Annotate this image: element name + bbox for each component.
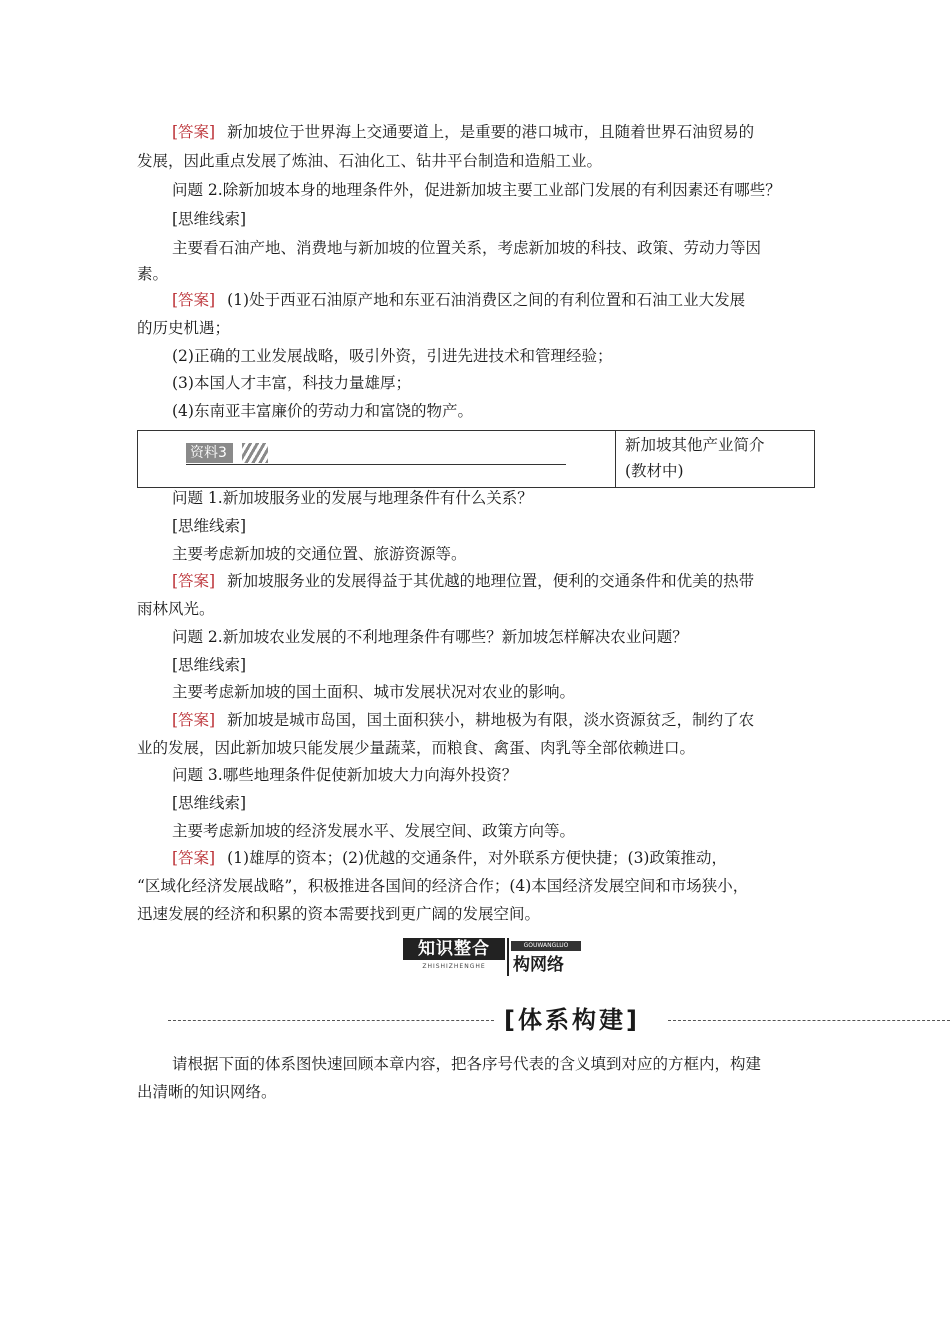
text-line: 雨林风光。 bbox=[137, 600, 215, 618]
dashed-rule-right bbox=[668, 1020, 950, 1021]
banner-subtitle: 构网络 bbox=[513, 955, 564, 975]
clue-text: 主要考虑新加坡的国土面积、城市发展状况对农业的影响。 bbox=[172, 683, 576, 701]
dashed-rule-left bbox=[168, 1020, 494, 1021]
answer-tag: [答案] bbox=[172, 291, 216, 309]
banner-small-label: GOUWANGLUO bbox=[511, 941, 581, 951]
knowledge-integration-banner bbox=[403, 938, 581, 978]
banner-title: 知识整合 bbox=[403, 938, 505, 960]
box-divider bbox=[615, 431, 616, 487]
text-line: 迅速发展的经济和积累的资本需要找到更广阔的发展空间。 bbox=[137, 905, 541, 923]
material-description: 新加坡其他产业简介 (教材中) bbox=[625, 436, 765, 480]
answer-tag: [答案] bbox=[172, 849, 216, 867]
text-line: 的历史机遇； bbox=[137, 319, 231, 337]
banner-pinyin: ZHISHIZHENGHE bbox=[422, 963, 486, 970]
intro-line: 出清晰的知识网络。 bbox=[137, 1083, 277, 1101]
clue-label: [思维线索] bbox=[172, 656, 247, 674]
answer-tag: [答案] bbox=[172, 123, 216, 141]
answer-tag: [答案] bbox=[172, 711, 216, 729]
material-rule bbox=[186, 464, 566, 465]
clue-label: [思维线索] bbox=[172, 517, 247, 535]
clue-text: 主要考虑新加坡的交通位置、旅游资源等。 bbox=[172, 545, 467, 563]
answer-line: [答案] 新加坡是城市岛国，国土面积狭小，耕地极为有限，淡水资源贫乏，制约了农 bbox=[172, 711, 755, 729]
material-box bbox=[137, 430, 815, 488]
answer-tag: [答案] bbox=[172, 572, 216, 590]
text-line: 业的发展，因此新加坡只能发展少量蔬菜，而粮食、禽蛋、肉乳等全部依赖进口。 bbox=[137, 739, 696, 757]
text-line: 发展，因此重点发展了炼油、石油化工、钻井平台制造和造船工业。 bbox=[137, 152, 603, 170]
answer-line: [答案] 新加坡位于世界海上交通要道上，是重要的港口城市，且随着世界石油贸易的 bbox=[172, 123, 755, 141]
section-title: [体系构建] bbox=[504, 1006, 640, 1034]
question-line: 问题 2.除新加坡本身的地理条件外，促进新加坡主要工业部门发展的有利因素还有哪些？ bbox=[172, 181, 781, 199]
clue-label: [思维线索] bbox=[172, 794, 247, 812]
text-line: (4)东南亚丰富廉价的劳动力和富饶的物产。 bbox=[172, 402, 473, 420]
text-line: (2)正确的工业发展战略，吸引外资，引进先进技术和管理经验； bbox=[172, 347, 613, 365]
text-line: (3)本国人才丰富，科技力量雄厚； bbox=[172, 374, 411, 392]
answer-line: [答案] (1)雄厚的资本；(2)优越的交通条件，对外联系方便快捷；(3)政策推动， bbox=[172, 849, 727, 867]
badge-stripes-decoration bbox=[242, 443, 268, 463]
answer-line: [答案] (1)处于西亚石油原产地和东亚石油消费区之间的有利位置和石油工业大发展 bbox=[172, 291, 746, 309]
material-badge: 资料3 bbox=[186, 443, 233, 463]
clue-text: 主要考虑新加坡的经济发展水平、发展空间、政策方向等。 bbox=[172, 822, 576, 840]
question-line: 问题 3.哪些地理条件促使新加坡大力向海外投资？ bbox=[172, 766, 518, 784]
banner-separator bbox=[507, 938, 509, 976]
intro-line: 请根据下面的体系图快速回顾本章内容，把各序号代表的含义填到对应的方框内，构建 bbox=[172, 1055, 762, 1073]
text-line: 素。 bbox=[137, 265, 169, 283]
text-line: “区域化经济发展战略”，积极推进各国间的经济合作；(4)本国经济发展空间和市场狭小， bbox=[137, 877, 749, 895]
question-line: 问题 2.新加坡农业发展的不利地理条件有哪些？新加坡怎样解决农业问题？ bbox=[172, 628, 688, 646]
clue-text: 主要看石油产地、消费地与新加坡的位置关系，考虑新加坡的科技、政策、劳动力等因 bbox=[172, 239, 762, 257]
answer-line: [答案] 新加坡服务业的发展得益于其优越的地理位置，便利的交通条件和优美的热带 bbox=[172, 572, 755, 590]
section-header bbox=[168, 1004, 950, 1038]
question-line: 问题 1.新加坡服务业的发展与地理条件有什么关系？ bbox=[172, 489, 533, 507]
clue-label: [思维线索] bbox=[172, 210, 247, 228]
